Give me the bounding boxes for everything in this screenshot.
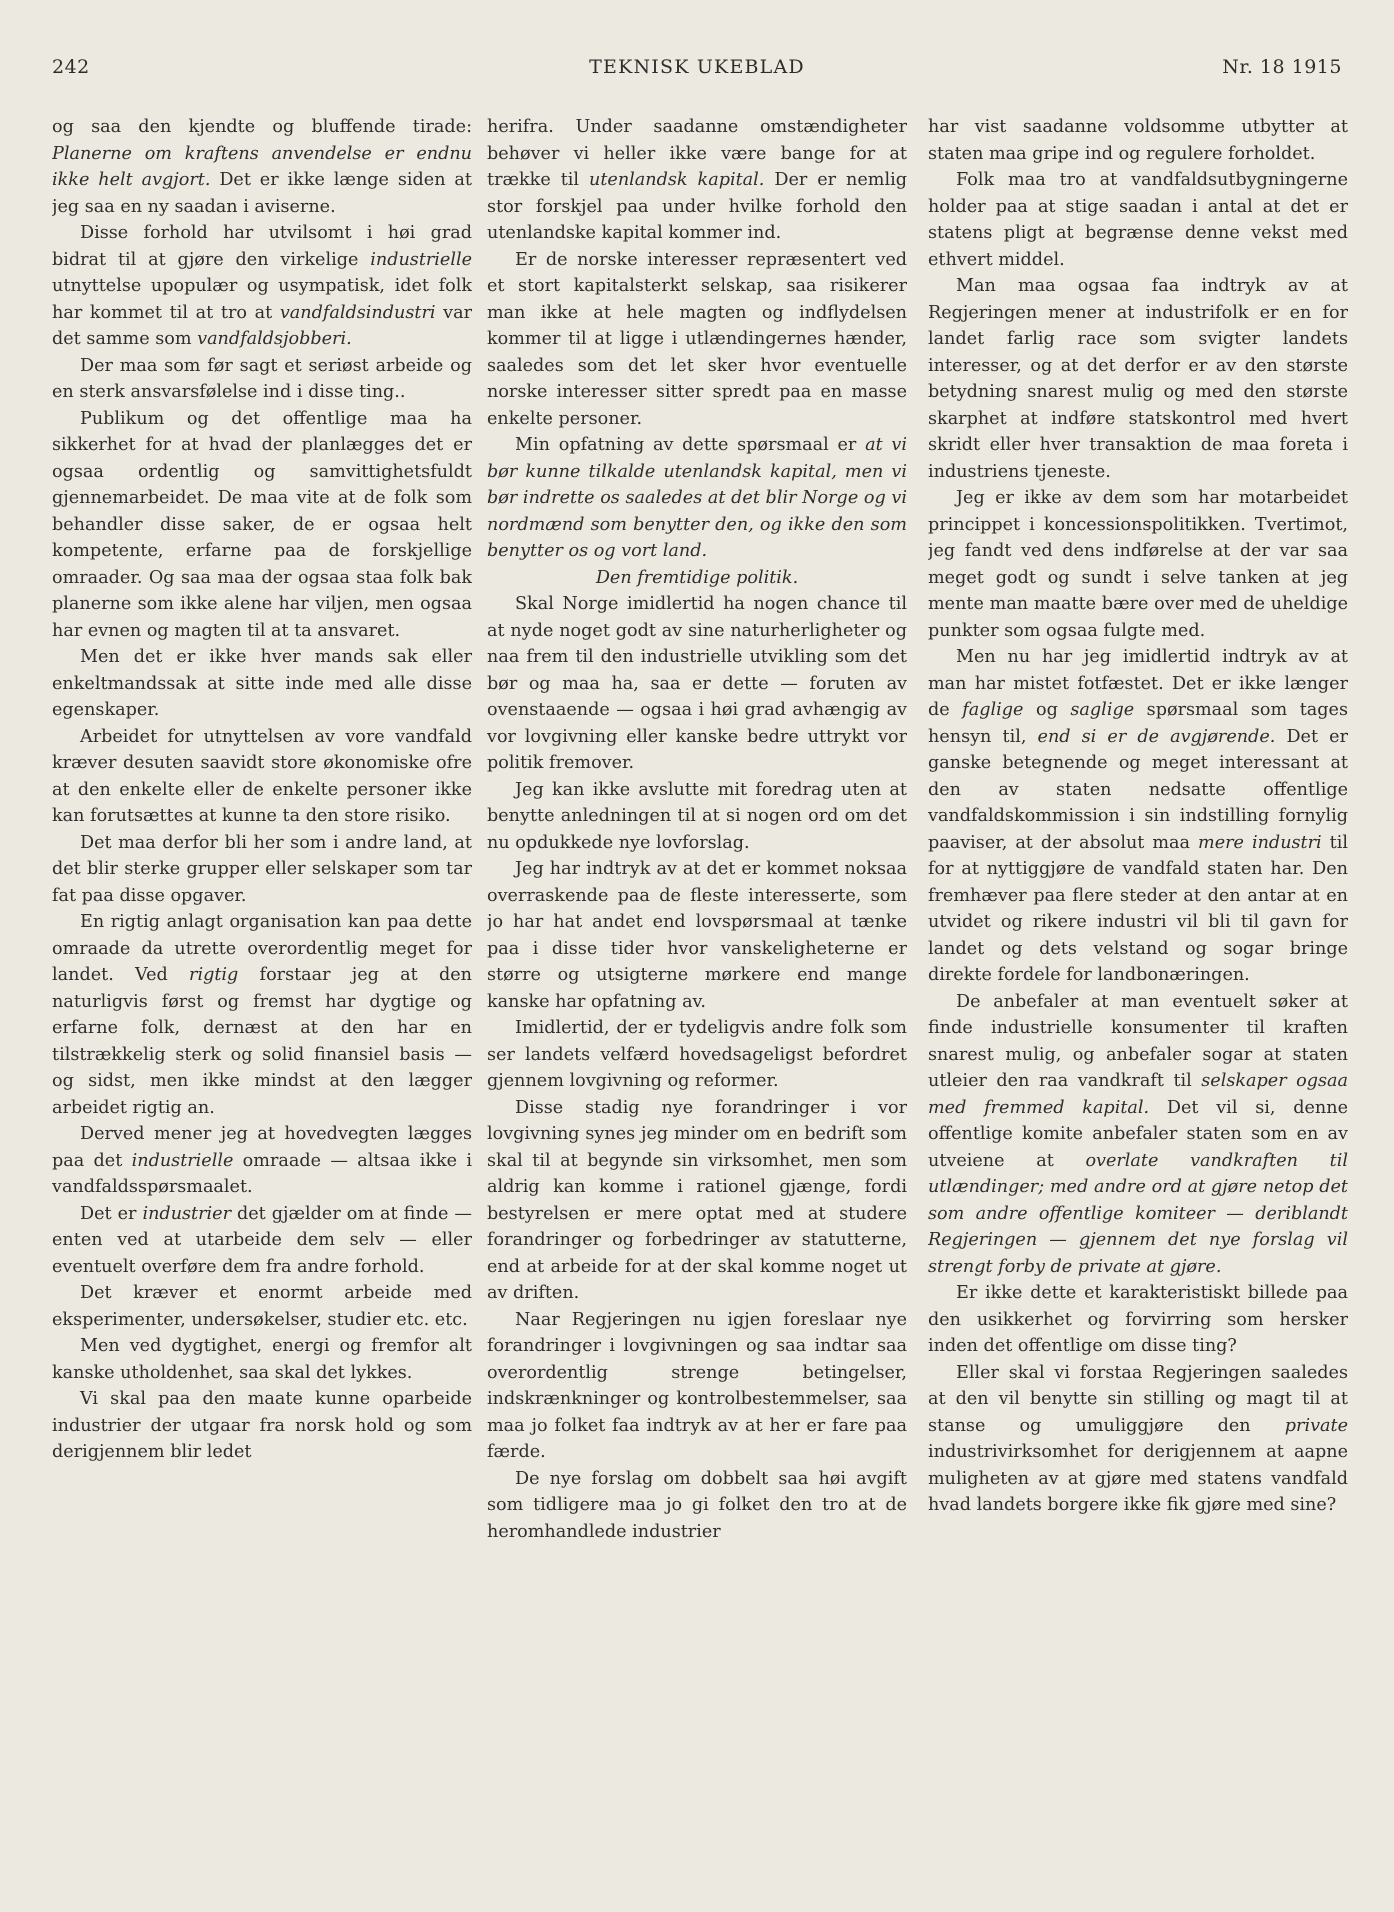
text-run: utnyttelse upopulær og usympatisk, idet folk har kommet til at tro at <box>52 276 472 323</box>
italic-text: utenlandsk kapital. <box>589 170 765 190</box>
italic-text: vandfaldsjobberi. <box>197 329 352 349</box>
text-run: Min opfatning av dette spørsmaal er <box>515 435 866 455</box>
italic-text: Den fremtidige politik. <box>595 567 799 588</box>
text-run: Er ikke dette et karakteristiskt billede paa den usikkerhet og forvirring som hersker inden det offentlige om disse ting? <box>928 1283 1348 1356</box>
text-run: Skal Norge imidlertid ha nogen chance til at nyde noget godt av sine naturherligheter og naa frem til den industrielle utvikling som det bør og maa ha, saa er dette — foruten av ovenstaaende — ogsaa i høi grad avhængig av vor lovgivning eller kanske bedre uttrykt vor politik fremover. <box>487 594 907 773</box>
paragraph <box>487 247 907 433</box>
paragraph <box>487 1095 907 1307</box>
paragraph <box>928 273 1348 485</box>
paragraph <box>928 167 1348 273</box>
text-run: En rigtig anlagt organisation kan paa dette omraade da utrette overordentlig meget for landet. Ved <box>52 912 472 985</box>
paragraph <box>52 1280 472 1333</box>
paragraph <box>52 406 472 645</box>
paragraph <box>928 644 1348 989</box>
text-run: det gjælder om at finde — enten ved at utarbeide dem selv — eller eventuelt overføre dem fra andre forhold. <box>52 1203 472 1277</box>
paragraph <box>928 1360 1348 1519</box>
text-run: var det samme som <box>52 302 472 349</box>
text-run: omraade — altsaa ikke i vandfaldsspørsmaalet. <box>52 1150 472 1197</box>
italic-text: rigtig <box>189 965 239 985</box>
paragraph <box>928 989 1348 1281</box>
text-run: Men nu har jeg imidlertid indtryk av at man har mistet fotfæstet. Det er ikke længer de <box>928 647 1348 720</box>
text-run: Arbeidet for utnyttelsen av vore vandfald kræver desuten saavidt store økonomiske ofre at den enkelte eller de enkelte personer ikke kan forutsættes at kunne ta den store risiko. <box>52 726 472 826</box>
paragraph <box>52 1201 472 1281</box>
paragraph <box>487 1015 907 1095</box>
paragraph <box>928 485 1348 644</box>
text-run: Det vil si, denne offentlige komite anbefaler staten som en av utveiene at <box>928 1097 1348 1171</box>
italic-text: selskaper ogsaa med fremmed kapital. <box>928 1071 1348 1118</box>
text-run: og saa den kjendte og bluffende tirade: <box>52 117 472 137</box>
paragraph <box>928 1280 1348 1360</box>
text-run: industrivirksomhet for derigjennem at aapne muligheten av at gjøre med statens vandfald hvad landets borgere ikke fik gjøre med sine? <box>928 1442 1348 1515</box>
text-run: Der maa som før sagt et seriøst arbeide og en sterk ansvarsfølelse ind i disse ting.. <box>52 355 472 402</box>
paragraph <box>52 1386 472 1466</box>
paragraph <box>52 1121 472 1201</box>
text-column-1 <box>52 114 472 1904</box>
text-run: Naar Regjeringen nu igjen foreslaar nye forandringer i lovgivningen og saa indtar saa overordentlig strenge betingelser, indskrænkninger og kontrolbestemmelser, saa maa jo folket faa indtryk av at her er fare paa færde. <box>487 1309 907 1462</box>
page-number: 242 <box>52 56 90 78</box>
text-run: Det er ikke længe siden at jeg saa en ny saadan i aviserne. <box>52 170 472 217</box>
italic-text: vandfaldsindustri <box>279 302 436 323</box>
text-run: Disse forhold har utvilsomt i høi grad bidrat til at gjøre den virkelige <box>52 223 472 270</box>
text-run: til for at nyttiggjøre de vandfald staten har. Den fremhæver paa flere steder at den antar at en utvidet og rikere industri vil bli til gavn for landet og dets velstand og sogar bringe direkte fordele for landbonæringen. <box>928 832 1348 985</box>
paragraph <box>52 353 472 406</box>
text-run: Det maa derfor bli her som i andre land, at det blir sterke grupper eller selskaper som tar fat paa disse opgaver. <box>52 832 472 906</box>
text-column-3 <box>928 114 1348 1904</box>
text-run: Imidlertid, der er tydeligvis andre folk som ser landets velfærd hovedsageligst befordret gjennem lovgivning og reformer. <box>487 1018 907 1091</box>
text-run: Det er ganske betegnende og meget interessant at den av staten nedsatte offentlige vandfaldskommission i sin indstilling fornylig paaviser, at der absolut maa <box>928 726 1348 853</box>
text-run: Publikum og det offentlige maa ha sikkerhet for at hvad der planlægges det er ogsaa ordentlig og samvittighetsfuldt gjennemarbeidet. De maa vite at de folk som behandler disse saker, de er ogsaa helt kompetente, erfarne paa de forskjellige omraader. Og saa maa der ogsaa staa folk bak planerne som ikke alene har viljen, men ogsaa har evnen og magten til at ta ansvaret. <box>52 408 472 641</box>
paragraph <box>52 644 472 724</box>
paragraph <box>487 591 907 777</box>
italic-text: end si er de avgjørende. <box>1037 726 1276 747</box>
paragraph <box>52 909 472 1121</box>
text-column-2 <box>487 114 907 1904</box>
text-run: Der er nemlig stor forskjel paa under hvilke forhold den utenlandske kapital kommer ind. <box>487 170 907 243</box>
paragraph <box>52 830 472 910</box>
text-run: Eller skal vi forstaa Regjeringen saaledes at den vil benytte sin stilling og magt til at stanse og umuliggjøre den <box>928 1362 1348 1436</box>
text-run: Folk maa tro at vandfaldsutbygningerne holder paa at stige saadan i antal at det er statens pligt at begrænse denne vekst med ethvert middel. <box>928 170 1348 270</box>
paragraph <box>52 724 472 830</box>
italic-text: saglige <box>1070 700 1135 720</box>
text-run: Jeg har indtryk av at det er kommet noksaa overraskende paa de fleste interesserte, som jo har hat andet end lovspørsmaal at tænke paa i disse tider hvor vanskeligheterne er større og utsigterne mørkere end mange kanske har opfatning av. <box>487 859 907 1012</box>
text-run: Jeg er ikke av dem som har motarbeidet princippet i koncessionspolitikken. Tvertimot, jeg fandt ved dens indførelse at der var saa meget godt og sundt i selve tanken at jeg mente man maatte bære over med de uheldige punkter som ogsaa fulgte med. <box>928 488 1348 641</box>
paragraph <box>487 1307 907 1466</box>
text-run: Derved mener jeg at hovedvegten lægges paa det <box>52 1124 472 1171</box>
section-subheading <box>487 565 907 592</box>
text-run: herifra. Under saadanne omstændigheter behøver vi heller ikke være bange for at trække til <box>487 117 907 190</box>
text-run: De nye forslag om dobbelt saa høi avgift som tidligere maa jo gi folket den tro at de heromhandlede industrier <box>487 1468 907 1542</box>
paragraph <box>487 777 907 857</box>
italic-text: overlate vandkraften til utlændinger; med andre ord at gjøre netop det som andre offentlige komiteer — deriblandt Regjeringen — gjennem det nye forslag vil strengt forby de private at gjøre. <box>928 1150 1348 1277</box>
issue-number: Nr. 18 1915 <box>1222 56 1342 78</box>
text-run: De anbefaler at man eventuelt søker at finde industrielle konsumenter til kraften snarest mulig, og anbefaler sogar at staten utleier den raa vandkraft til <box>928 991 1348 1091</box>
text-run: Disse stadig nye forandringer i vor lovgivning synes jeg minder om en bedrift som skal til at begynde sin virksomhet, men som aldrig kan komme i rationel gjænge, fordi bestyrelsen er mere optat med at studere forandringer og forbedringer av statutterne, end at arbeide for at der skal komme noget ut av driften. <box>487 1097 907 1303</box>
text-run: Vi skal paa den maate kunne oparbeide industrier der utgaar fra norsk hold og som derigjennem blir ledet <box>52 1389 472 1462</box>
italic-text: industrier <box>142 1203 231 1224</box>
text-run: Men det er ikke hver mands sak eller enkeltmandssak at sitte inde med alle disse egenskaper. <box>52 647 472 720</box>
paragraph <box>928 114 1348 167</box>
text-run: og <box>1023 700 1071 720</box>
text-run: forstaar jeg at den naturligvis først og fremst har dygtige og erfarne folk, dernæst at den har en tilstrækkelig sterk og solid finansiel basis — og sidst, men ikke mindst at den lægger arbeidet rigtig an. <box>52 965 472 1118</box>
text-run: spørsmaal som tages hensyn til, <box>928 700 1348 747</box>
text-run: Er de norske interesser repræsentert ved et stort kapitalsterkt selskap, saa risikerer man ikke at hele magten og indflydelsen kommer til at ligge i utlændingernes hænder, saaledes som det let sker hvor eventuelle norske interesser sitter spredt paa en masse enkelte personer. <box>487 249 907 429</box>
journal-title: TEKNISK UKEBLAD <box>589 56 805 78</box>
italic-text: faglige <box>962 700 1024 720</box>
paragraph <box>52 114 472 220</box>
paragraph <box>52 220 472 353</box>
text-run: Det kræver et enormt arbeide med eksperimenter, undersøkelser, studier etc. etc. <box>52 1283 472 1330</box>
text-run: Men ved dygtighet, energi og fremfor alt kanske utholdenhet, saa skal det lykkes. <box>52 1336 472 1383</box>
italic-text: industrielle <box>131 1150 234 1171</box>
italic-text: at vi bør kunne tilkalde utenlandsk kapital, men vi bør indrette os saaledes at det blir Norge og vi nordmænd som benytter den, og ikke den som benytter os og vort land. <box>487 435 907 561</box>
text-run: Jeg kan ikke avslutte mit foredrag uten at benytte anledningen til at si nogen ord om det nu opdukkede nye lovforslag. <box>487 779 907 853</box>
paragraph <box>487 432 907 565</box>
paragraph <box>487 856 907 1015</box>
italic-text: Planerne om kraftens anvendelse er endnu ikke helt avgjort. <box>52 143 472 190</box>
text-run: Det er <box>80 1203 143 1224</box>
italic-text: mere industri <box>1198 832 1322 853</box>
text-run: Man maa ogsaa faa indtryk av at Regjeringen mener at industrifolk er en for landet farlig race som svigter landets interesser, og at det derfor er av den største betydning snarest mulig og med den største skarphet at indføre statskontrol med hvert skridt eller hver transaktion de maa foreta i industriens tjeneste. <box>928 276 1348 482</box>
italic-text: industrielle <box>370 249 472 270</box>
italic-text: private <box>1284 1415 1348 1436</box>
text-run: har vist saadanne voldsomme utbytter at staten maa gripe ind og regulere forholdet. <box>928 117 1348 164</box>
paragraph <box>487 1466 907 1546</box>
page-header <box>52 56 1342 92</box>
paragraph <box>52 1333 472 1386</box>
paragraph <box>487 114 907 247</box>
